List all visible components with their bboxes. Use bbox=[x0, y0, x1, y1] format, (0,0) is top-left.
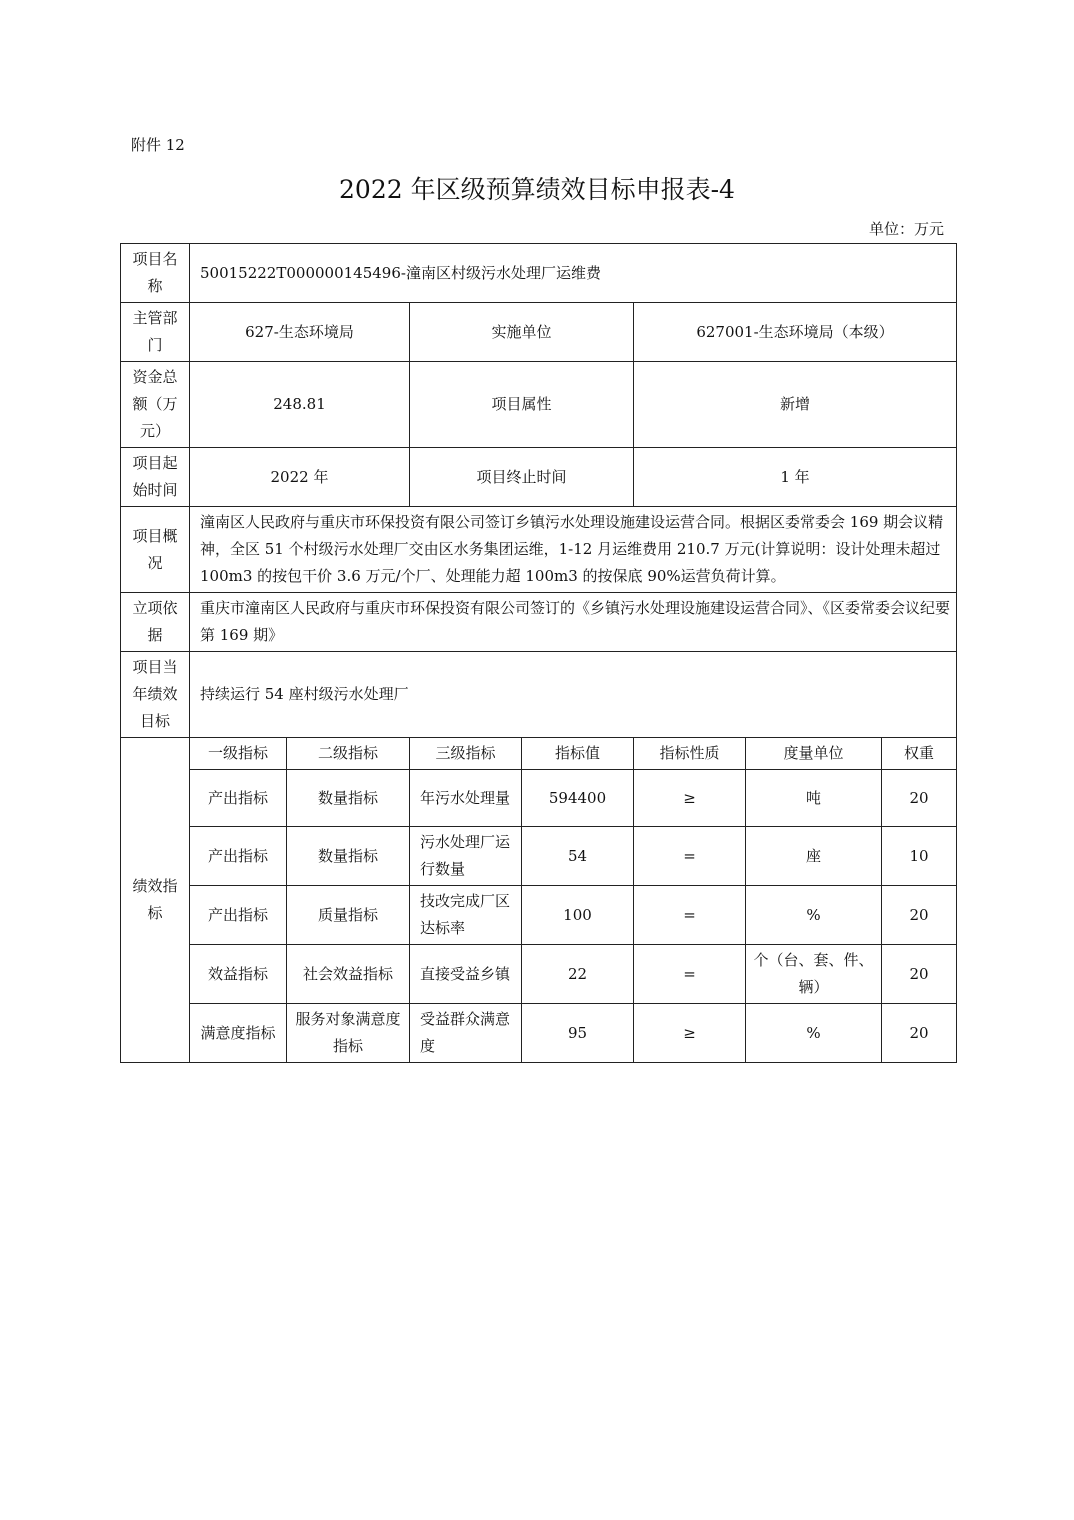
attr-label: 项目属性 bbox=[410, 362, 634, 448]
unit-cell: 吨 bbox=[746, 770, 882, 827]
project-name-row bbox=[121, 244, 957, 303]
basis-label: 立项依据 bbox=[121, 593, 190, 652]
unit-cell: 个（台、套、件、辆） bbox=[746, 945, 882, 1004]
overview-row bbox=[121, 507, 957, 593]
weight-cell: 20 bbox=[882, 1004, 957, 1063]
start-value: 2022 年 bbox=[190, 448, 410, 507]
indicator-header-row bbox=[121, 738, 957, 770]
fund-label: 资金总额（万元） bbox=[121, 362, 190, 448]
project-name-label: 项目名称 bbox=[121, 244, 190, 303]
value-cell: 594400 bbox=[522, 770, 634, 827]
value-cell: 100 bbox=[522, 886, 634, 945]
overview-value: 潼南区人民政府与重庆市环保投资有限公司签订乡镇污水处理设施建设运营合同。根据区委常委会 169 期会议精神，全区 51 个村级污水处理厂交由区水务集团运维，1-12 月运维费用 210.7 万元(计算说明：设计处理未超过 100m3 的按包干价 3.6 万元/个厂、处理能力超 100m3 的按保底 90%运营负荷计算。 bbox=[190, 507, 957, 593]
level2-cell: 数量指标 bbox=[287, 770, 410, 827]
col-header: 度量单位 bbox=[746, 738, 882, 770]
table-row bbox=[121, 1004, 957, 1063]
table-row bbox=[121, 886, 957, 945]
value-cell: 54 bbox=[522, 827, 634, 886]
nature-cell: = bbox=[634, 886, 746, 945]
impl-label: 实施单位 bbox=[410, 303, 634, 362]
value-cell: 95 bbox=[522, 1004, 634, 1063]
start-label: 项目起始时间 bbox=[121, 448, 190, 507]
weight-cell: 10 bbox=[882, 827, 957, 886]
col-header: 指标值 bbox=[522, 738, 634, 770]
level1-cell: 产出指标 bbox=[190, 770, 287, 827]
unit-cell: 座 bbox=[746, 827, 882, 886]
level1-cell: 效益指标 bbox=[190, 945, 287, 1004]
nature-cell: ≥ bbox=[634, 1004, 746, 1063]
level3-cell: 年污水处理量 bbox=[410, 770, 522, 827]
department-row bbox=[121, 303, 957, 362]
col-header: 三级指标 bbox=[410, 738, 522, 770]
table-row bbox=[121, 770, 957, 827]
dept-label: 主管部门 bbox=[121, 303, 190, 362]
time-row bbox=[121, 448, 957, 507]
fund-value: 248.81 bbox=[190, 362, 410, 448]
goal-row bbox=[121, 652, 957, 738]
col-header: 权重 bbox=[882, 738, 957, 770]
dept-value: 627-生态环境局 bbox=[190, 303, 410, 362]
nature-cell: = bbox=[634, 827, 746, 886]
overview-label: 项目概况 bbox=[121, 507, 190, 593]
basis-value: 重庆市潼南区人民政府与重庆市环保投资有限公司签订的《乡镇污水处理设施建设运营合同》、《区委常委会议纪要 第 169 期》 bbox=[190, 593, 957, 652]
weight-cell: 20 bbox=[882, 945, 957, 1004]
value-cell: 22 bbox=[522, 945, 634, 1004]
goal-value: 持续运行 54 座村级污水处理厂 bbox=[190, 652, 957, 738]
page-title: 2022 年区级预算绩效目标申报表-4 bbox=[339, 175, 735, 204]
unit-label: 单位：万元 bbox=[868, 220, 944, 238]
fund-row bbox=[121, 362, 957, 448]
nature-cell: = bbox=[634, 945, 746, 1004]
weight-cell: 20 bbox=[882, 886, 957, 945]
level3-cell: 受益群众满意度 bbox=[410, 1004, 522, 1063]
budget-performance-table bbox=[120, 243, 957, 1063]
basis-row bbox=[121, 593, 957, 652]
project-name-value: 50015222T000000145496-潼南区村级污水处理厂运维费 bbox=[190, 244, 957, 303]
table-row bbox=[121, 945, 957, 1004]
col-header: 二级指标 bbox=[287, 738, 410, 770]
level2-cell: 服务对象满意度指标 bbox=[287, 1004, 410, 1063]
table-row bbox=[121, 827, 957, 886]
level1-cell: 满意度指标 bbox=[190, 1004, 287, 1063]
weight-cell: 20 bbox=[882, 770, 957, 827]
level2-cell: 质量指标 bbox=[287, 886, 410, 945]
col-header: 一级指标 bbox=[190, 738, 287, 770]
unit-cell: % bbox=[746, 886, 882, 945]
end-value: 1 年 bbox=[634, 448, 957, 507]
unit-cell: % bbox=[746, 1004, 882, 1063]
goal-label: 项目当年绩效目标 bbox=[121, 652, 190, 738]
col-header: 指标性质 bbox=[634, 738, 746, 770]
attachment-label: 附件 12 bbox=[131, 136, 185, 154]
attr-value: 新增 bbox=[634, 362, 957, 448]
level3-cell: 污水处理厂运行数量 bbox=[410, 827, 522, 886]
end-label: 项目终止时间 bbox=[410, 448, 634, 507]
impl-value: 627001-生态环境局（本级） bbox=[634, 303, 957, 362]
nature-cell: ≥ bbox=[634, 770, 746, 827]
level3-cell: 直接受益乡镇 bbox=[410, 945, 522, 1004]
level2-cell: 社会效益指标 bbox=[287, 945, 410, 1004]
indicator-section-label: 绩效指标 bbox=[121, 738, 190, 1063]
level3-cell: 技改完成厂区达标率 bbox=[410, 886, 522, 945]
level1-cell: 产出指标 bbox=[190, 827, 287, 886]
level2-cell: 数量指标 bbox=[287, 827, 410, 886]
level1-cell: 产出指标 bbox=[190, 886, 287, 945]
